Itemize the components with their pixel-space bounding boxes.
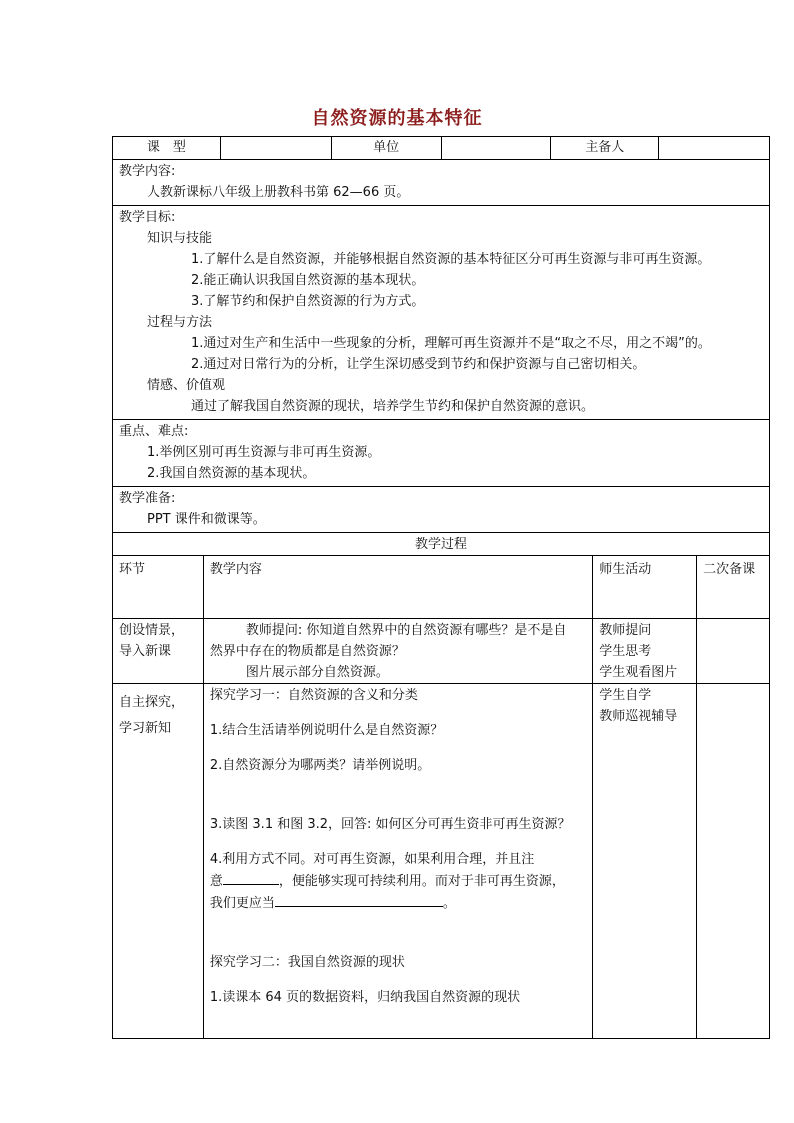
inquiry1-title: 探究学习一：自然资源的含义和分类 <box>209 688 418 703</box>
header-stage: 环节 <box>113 556 204 618</box>
question-2: 2.自然资源分为哪两类？请举例说明。 <box>209 758 431 773</box>
course-type-label: 课 型 <box>113 137 221 159</box>
process-row-intro <box>113 619 770 684</box>
preparer-label: 主备人 <box>551 137 659 159</box>
lesson-plan-table <box>112 136 770 1039</box>
question-1: 1.结合生活请举例说明什么是自然资源？ <box>209 723 444 738</box>
header-activities: 师生活动 <box>593 556 697 618</box>
header-second-prep: 二次备课 <box>703 562 756 577</box>
process-method-item: 1.通过对生产和生活中一些现象的分析，理解可再生资源并不是“取之不尽，用之不竭”的。 <box>191 336 711 351</box>
unit-label: 单位 <box>332 137 442 159</box>
question-4-line1: 4.利用方式不同。对可再生资源，如果利用合理，并且注 <box>209 852 535 867</box>
intro-content-line: 图片展示部分自然资源。 <box>245 665 389 680</box>
process-method-item: 2.通过对日常行为的分析，让学生深切感受到节约和保护资源与自己密切相关。 <box>191 357 646 372</box>
preparer-value <box>659 137 769 159</box>
activity-item: 学生思考 <box>599 644 652 659</box>
question-4-line2-pre: 意 <box>209 874 223 889</box>
unit-value <box>442 137 552 159</box>
emotion-label: 情感、价值观 <box>147 378 226 393</box>
key-points-label: 重点、难点: <box>119 424 189 439</box>
header-content: 教学内容 <box>204 556 593 618</box>
knowledge-item: 2.能正确认识我国自然资源的基本现状。 <box>191 273 425 288</box>
header-row <box>113 137 770 160</box>
question-5: 1.读课本 64 页的数据资料，归纳我国自然资源的现状 <box>209 990 521 1005</box>
key-point-item: 2.我国自然资源的基本现状。 <box>147 466 316 481</box>
intro-content-line: 然界中存在的物质都是自然资源？ <box>209 644 405 659</box>
process-title: 教学过程 <box>414 537 467 552</box>
course-type-value <box>221 137 332 159</box>
stage-intro: 创设情景，导入新课 <box>113 619 204 683</box>
question-4-line3 <box>210 892 586 914</box>
process-title-row <box>113 533 770 556</box>
emotion-text: 通过了解我国自然资源的现状，培养学生节约和保护自然资源的意识。 <box>191 399 595 414</box>
preparation-label: 教学准备: <box>119 491 176 506</box>
process-row-inquiry <box>113 684 770 1039</box>
preparation-text: PPT 课件和微课等。 <box>147 512 266 527</box>
knowledge-item: 1.了解什么是自然资源，并能够根据自然资源的基本特征区分可再生资源与非可再生资源。 <box>191 252 711 267</box>
inquiry2-title: 探究学习二：我国自然资源的现状 <box>209 955 405 970</box>
stage-inquiry: 自主探究，学习新知 <box>113 684 204 1038</box>
question-4-line3-pre: 我们更应当 <box>209 896 275 911</box>
process-header-row <box>113 556 770 619</box>
question-4-line2 <box>210 870 586 892</box>
question-4-line3-post: 。 <box>442 896 456 911</box>
second-prep-cell <box>697 684 769 1038</box>
question-3: 3.读图 3.1 和图 3.2，回答: 如何区分可再生资非可再生资源？ <box>209 817 571 832</box>
key-points-row <box>113 420 770 487</box>
content-row <box>113 160 770 206</box>
fill-blank <box>275 892 443 907</box>
question-4-line2-post: ，便能够实现可持续利用。而对于非可再生资源， <box>278 874 565 889</box>
document-title: 自然资源的基本特征 <box>311 108 483 129</box>
content-label: 教学内容: <box>119 164 176 179</box>
process-method-label: 过程与方法 <box>147 315 213 330</box>
objectives-label: 教学目标: <box>119 210 176 225</box>
content-text: 人教新课标八年级上册教科书第 62—66 页。 <box>147 185 410 200</box>
intro-content-line: 教师提问: 你知道自然界中的自然资源有哪些？是不是自 <box>245 623 567 638</box>
preparation-row <box>113 487 770 533</box>
activity-item: 教师巡视辅导 <box>599 709 678 724</box>
fill-blank <box>223 870 279 885</box>
knowledge-item: 3.了解节约和保护自然资源的行为方式。 <box>191 294 425 309</box>
knowledge-label: 知识与技能 <box>147 231 213 246</box>
second-prep-cell <box>697 619 769 683</box>
activity-item: 学生观看图片 <box>599 665 678 680</box>
activity-item: 教师提问 <box>599 623 652 638</box>
key-point-item: 1.举例区别可再生资源与非可再生资源。 <box>147 445 381 460</box>
objectives-row <box>113 206 770 420</box>
activity-item: 学生自学 <box>599 688 652 703</box>
